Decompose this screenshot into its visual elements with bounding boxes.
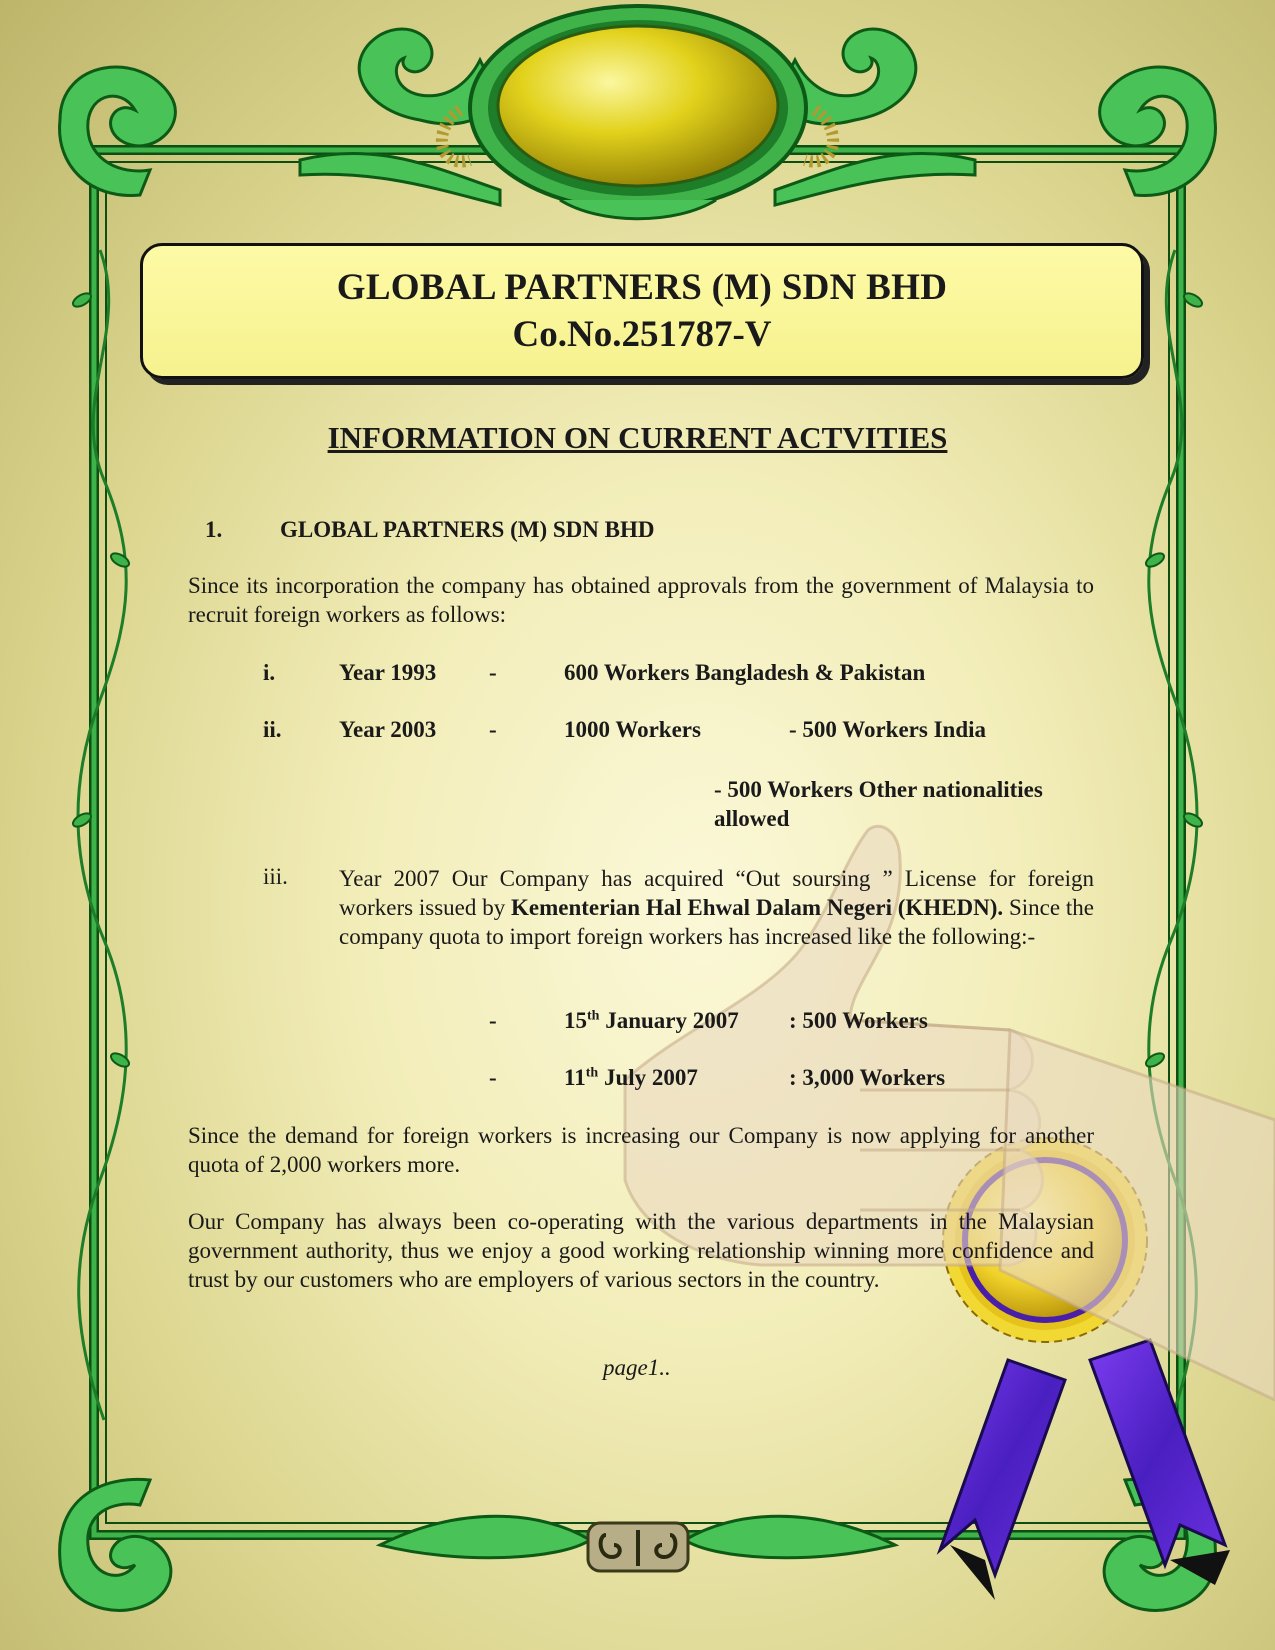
approval-sub-india: - 500 Workers India xyxy=(789,717,987,742)
company-name: GLOBAL PARTNERS (M) SDN BHD xyxy=(336,267,948,308)
item-3-text-b: Since the company quota to import foreign workers has increased like the following:- xyxy=(339,895,1095,949)
approval-detail: 1000 Workers xyxy=(564,717,701,742)
item-3-paragraph xyxy=(339,864,1094,951)
approval-num: i. xyxy=(263,660,276,685)
cooperation-paragraph: Our Company has always been co-operating with the various departments in the Malaysian government authority, thus we enjoy a good working relationship winning more confidence and trust by our customers who are employers of various sectors in the country. xyxy=(188,1209,1094,1292)
quota-count: : 3,000 Workers xyxy=(789,1065,946,1090)
approval-sub-other: - 500 Workers Other nationalities allowed xyxy=(714,777,1043,831)
item-num: iii. xyxy=(263,864,288,889)
approval-year: Year 2003 xyxy=(339,717,437,742)
quota-dash: - xyxy=(489,1008,497,1033)
item-3-text-a: Year 2007 Our Company has acquired “Out soursing ” License for foreign workers issued by xyxy=(339,866,1094,920)
company-number: Co.No.251787-V xyxy=(512,314,772,355)
page-number: page1.. xyxy=(603,1355,671,1380)
intro-paragraph: Since its incorporation the company has obtained approvals from the government of Malaysia to recruit foreign workers as follows: xyxy=(188,573,1094,627)
approval-num: ii. xyxy=(263,717,282,742)
approval-detail: 600 Workers Bangladesh & Pakistan xyxy=(564,660,926,685)
company-title-box xyxy=(140,243,1144,379)
page-heading: INFORMATION ON CURRENT ACTVITIES xyxy=(327,420,948,455)
quota-date: 11th July 2007 xyxy=(564,1065,698,1090)
quota-count: : 500 Workers xyxy=(789,1008,928,1033)
item-3-ministry: Kementerian Hal Ehwal Dalam Negeri (KHEDN). xyxy=(511,895,1004,920)
quota-dash: - xyxy=(489,1065,497,1090)
section-number: 1. xyxy=(205,517,223,542)
demand-paragraph: Since the demand for foreign workers is increasing our Company is now applying for another quota of 2,000 workers more. xyxy=(188,1123,1094,1177)
approval-year: Year 1993 xyxy=(339,660,437,685)
approval-dash: - xyxy=(489,660,497,685)
quota-date: 15th January 2007 xyxy=(564,1008,739,1033)
section-title: GLOBAL PARTNERS (M) SDN BHD xyxy=(280,517,655,542)
approval-dash: - xyxy=(489,717,497,742)
